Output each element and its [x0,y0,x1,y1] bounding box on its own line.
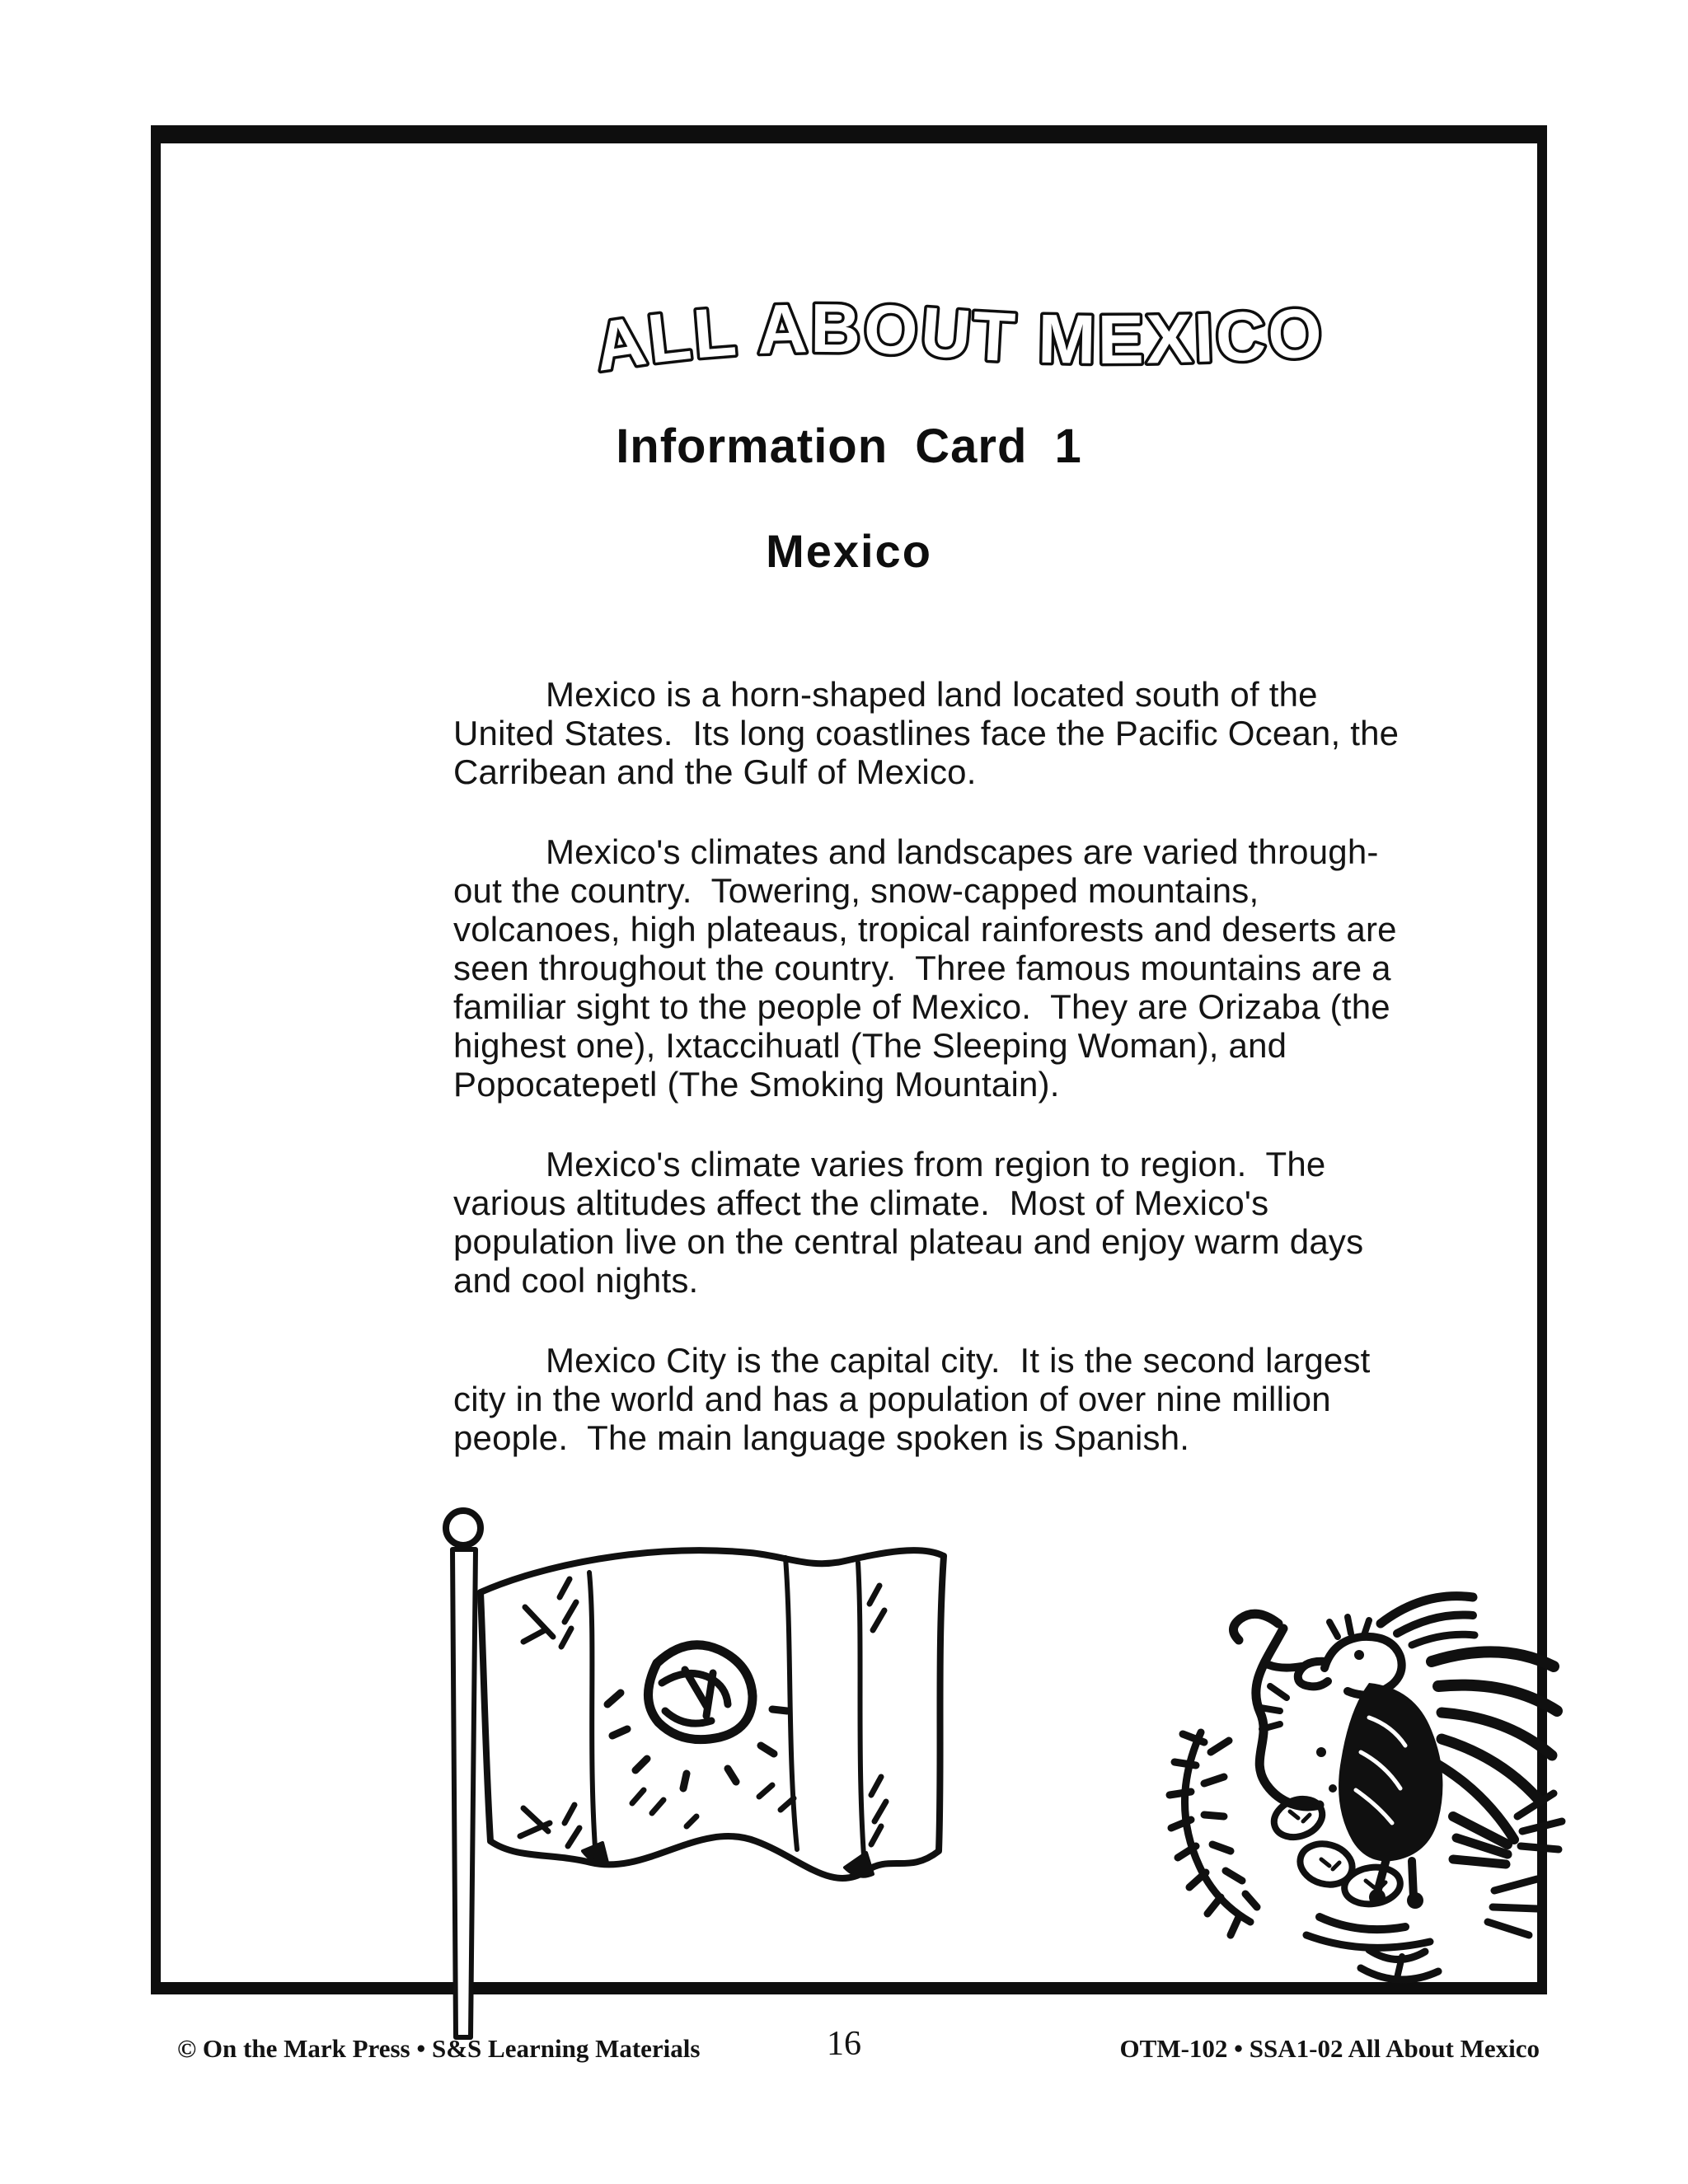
text-line: United States. Its long coastlines face the Pacific Ocean, the [453,714,1400,752]
section-heading: Mexico [766,525,932,577]
text-line: out the country. Towering, snow-capped mountains, [453,871,1259,910]
paragraph [453,832,1607,1104]
text-line: various altitudes affect the climate. Most of Mexico's [453,1183,1269,1222]
text-line: Mexico's climate varies from region to region. The [546,1145,1326,1183]
text-line: Mexico's climates and landscapes are varied through- [546,832,1379,871]
page-border [151,125,1547,1994]
footer-product-code: OTM-102 • SSA1-02 All About Mexico [1119,2034,1540,2063]
text-line: people. The main language spoken is Spanish. [453,1418,1190,1457]
page-title-art [568,272,1442,417]
article-body [453,675,1607,1498]
text-line: Popocatepetl (The Smoking Mountain). [453,1065,1060,1104]
card-label: Information Card 1 [616,419,1082,473]
mexican-coat-of-arms-illustration [1125,1544,1603,2006]
text-line: Mexico City is the capital city. It is the second largest [546,1341,1371,1380]
flag-pole [452,1549,476,2037]
paragraph [453,675,1607,791]
paragraph [453,1145,1607,1300]
snake [1233,1614,1337,1807]
page-title: ALL ABOUT MEXICO [589,288,1327,386]
text-line: population live on the central plateau and enjoy warm days [453,1222,1364,1261]
text-line: seen throughout the country. Three famous mountains are a [453,949,1391,987]
mexican-flag-illustration [400,1487,960,2064]
paragraph [453,1341,1607,1457]
text-line: and cool nights. [453,1261,699,1300]
text-line: city in the world and has a population of over nine million [453,1380,1331,1418]
text-line: highest one), Ixtaccihuatl (The Sleeping Woman), and [453,1026,1287,1065]
flag-finial [446,1511,481,1545]
text-line: familiar sight to the people of Mexico. They are Orizaba (the [453,987,1390,1026]
eagle [1298,1596,1557,1909]
text-line: Carribean and the Gulf of Mexico. [453,752,977,791]
footer-page-number: 16 [827,2025,861,2063]
text-line: volcanoes, high plateaus, tropical rainforests and deserts are [453,910,1397,949]
text-line: Mexico is a horn-shaped land located south of the [546,675,1318,714]
footer-copyright: © On the Mark Press • S&S Learning Materials [177,2034,701,2063]
